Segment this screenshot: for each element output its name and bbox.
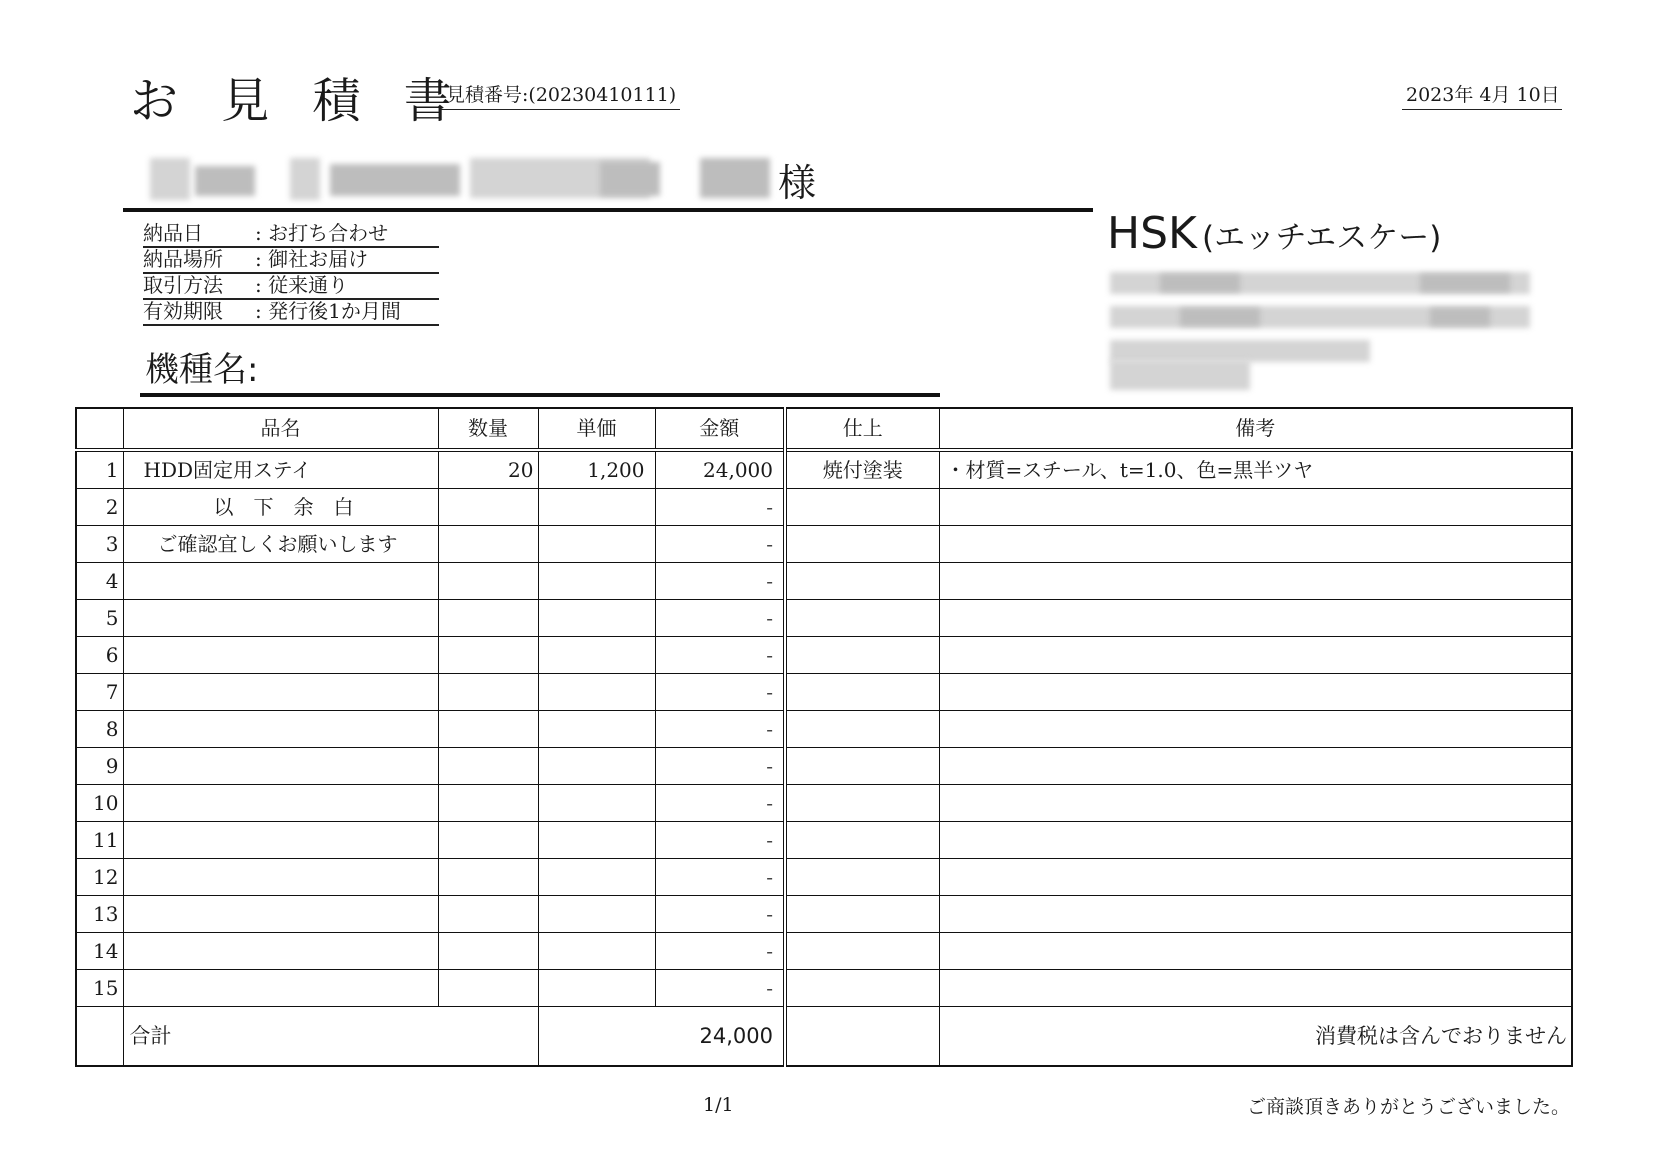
row-number: 1 (76, 450, 123, 489)
item-quantity (438, 526, 538, 563)
estimate-number: 見積番号:(20230410111) (440, 80, 680, 110)
tax-note: 消費税は含んでおりません (939, 1007, 1572, 1067)
item-unit-price (538, 489, 655, 526)
row-number: 6 (76, 637, 123, 674)
item-finish (785, 637, 939, 674)
row-number: 3 (76, 526, 123, 563)
item-name (123, 933, 438, 970)
issue-date: 2023年 4月 10日 (1402, 80, 1562, 110)
table-row (76, 526, 1572, 563)
item-remarks (939, 896, 1572, 933)
item-name: HDD固定用ステイ (123, 450, 438, 489)
item-quantity (438, 600, 538, 637)
item-amount: - (655, 563, 785, 600)
row-number: 13 (76, 896, 123, 933)
item-remarks: ・材質=スチール、t=1.0、色=黒半ツヤ (939, 450, 1572, 489)
term-value: : 従来通り (255, 273, 349, 297)
model-name-label: 機種名: (145, 350, 259, 390)
item-name (123, 896, 438, 933)
item-amount: - (655, 896, 785, 933)
row-number: 2 (76, 489, 123, 526)
table-row (76, 711, 1572, 748)
item-name (123, 711, 438, 748)
item-name (123, 674, 438, 711)
table-row (76, 600, 1572, 637)
item-finish (785, 563, 939, 600)
item-remarks (939, 933, 1572, 970)
item-amount: - (655, 859, 785, 896)
model-underline (140, 393, 940, 397)
item-finish (785, 526, 939, 563)
item-finish (785, 933, 939, 970)
item-remarks (939, 526, 1572, 563)
row-number: 4 (76, 563, 123, 600)
item-amount: - (655, 600, 785, 637)
item-name (123, 563, 438, 600)
item-finish (785, 970, 939, 1007)
item-unit-price (538, 637, 655, 674)
item-remarks (939, 970, 1572, 1007)
table-row (76, 748, 1572, 785)
total-row (76, 1007, 1572, 1067)
item-amount: - (655, 970, 785, 1007)
item-name (123, 748, 438, 785)
header-remarks: 備考 (939, 408, 1572, 450)
header-quantity: 数量 (438, 408, 538, 450)
header-amount: 金額 (655, 408, 785, 450)
item-unit-price (538, 600, 655, 637)
term-value: : 御社お届け (255, 247, 369, 271)
item-amount: - (655, 637, 785, 674)
table-row (76, 970, 1572, 1007)
item-remarks (939, 859, 1572, 896)
item-remarks (939, 674, 1572, 711)
item-remarks (939, 748, 1572, 785)
table-row (76, 822, 1572, 859)
term-delivery-date (143, 222, 439, 248)
term-delivery-place (143, 248, 439, 274)
item-unit-price (538, 785, 655, 822)
terms-block (143, 222, 439, 326)
term-value: : 発行後1か月間 (255, 299, 401, 323)
item-quantity (438, 859, 538, 896)
table-row (76, 674, 1572, 711)
item-amount: - (655, 674, 785, 711)
company-name (1107, 208, 1441, 259)
item-remarks (939, 600, 1572, 637)
item-unit-price (538, 933, 655, 970)
table-header-row (76, 408, 1572, 450)
company-name-main: HSK (1107, 208, 1197, 259)
term-value: : お打ち合わせ (255, 221, 389, 245)
table-row (76, 933, 1572, 970)
row-number: 10 (76, 785, 123, 822)
table-row (76, 859, 1572, 896)
item-name: 以下余白 (123, 489, 438, 526)
table-row (76, 489, 1572, 526)
item-name (123, 822, 438, 859)
item-unit-price (538, 896, 655, 933)
item-remarks (939, 637, 1572, 674)
term-label: 取引方法 (143, 273, 223, 297)
term-label: 納品場所 (143, 247, 223, 271)
estimate-table (75, 407, 1573, 1067)
item-remarks (939, 711, 1572, 748)
item-quantity (438, 896, 538, 933)
item-unit-price (538, 748, 655, 785)
total-amount: 24,000 (538, 1007, 785, 1067)
client-underline (123, 208, 1093, 212)
item-name (123, 637, 438, 674)
item-unit-price (538, 859, 655, 896)
item-name (123, 600, 438, 637)
table-row (76, 785, 1572, 822)
item-unit-price (538, 526, 655, 563)
header-item-name: 品名 (123, 408, 438, 450)
item-unit-price (538, 970, 655, 1007)
row-number: 8 (76, 711, 123, 748)
item-quantity (438, 822, 538, 859)
item-amount: - (655, 748, 785, 785)
item-quantity (438, 748, 538, 785)
item-finish (785, 822, 939, 859)
item-quantity (438, 563, 538, 600)
header-no (76, 408, 123, 450)
row-number: 14 (76, 933, 123, 970)
item-finish (785, 674, 939, 711)
header-unit-price: 単価 (538, 408, 655, 450)
item-finish (785, 859, 939, 896)
item-amount: - (655, 489, 785, 526)
table-row (76, 637, 1572, 674)
item-remarks (939, 563, 1572, 600)
item-amount: - (655, 822, 785, 859)
item-finish (785, 600, 939, 637)
term-label: 納品日 (143, 221, 203, 245)
item-finish (785, 785, 939, 822)
page-number: 1/1 (703, 1094, 734, 1116)
item-name (123, 785, 438, 822)
row-number: 11 (76, 822, 123, 859)
item-quantity (438, 785, 538, 822)
row-number: 7 (76, 674, 123, 711)
document-title: お 見 積 書 (130, 73, 466, 129)
item-amount: - (655, 933, 785, 970)
item-unit-price (538, 674, 655, 711)
item-finish: 焼付塗装 (785, 450, 939, 489)
row-number: 5 (76, 600, 123, 637)
header-finish: 仕上 (785, 408, 939, 450)
thanks-note: ご商談頂きありがとうございました。 (1247, 1096, 1571, 1118)
item-remarks (939, 822, 1572, 859)
row-number: 15 (76, 970, 123, 1007)
table-row (76, 450, 1572, 489)
company-name-reading: (エッチエスケー) (1201, 220, 1442, 256)
term-label: 有効期限 (143, 299, 223, 323)
item-finish (785, 489, 939, 526)
item-finish (785, 896, 939, 933)
row-number: 9 (76, 748, 123, 785)
item-quantity: 20 (438, 450, 538, 489)
item-finish (785, 711, 939, 748)
item-amount: 24,000 (655, 450, 785, 489)
item-quantity (438, 933, 538, 970)
item-unit-price: 1,200 (538, 450, 655, 489)
table-row (76, 896, 1572, 933)
item-finish (785, 748, 939, 785)
total-finish (785, 1007, 939, 1067)
item-remarks (939, 489, 1572, 526)
item-quantity (438, 711, 538, 748)
term-validity (143, 300, 439, 326)
item-quantity (438, 970, 538, 1007)
client-honorific: 様 (778, 161, 817, 205)
item-name: ご確認宜しくお願いします (123, 526, 438, 563)
item-quantity (438, 637, 538, 674)
item-amount: - (655, 785, 785, 822)
total-label: 合計 (123, 1007, 538, 1067)
total-row-no (76, 1007, 123, 1067)
item-amount: - (655, 711, 785, 748)
item-quantity (438, 489, 538, 526)
item-name (123, 859, 438, 896)
row-number: 12 (76, 859, 123, 896)
item-quantity (438, 674, 538, 711)
table-row (76, 563, 1572, 600)
item-name (123, 970, 438, 1007)
item-unit-price (538, 563, 655, 600)
item-unit-price (538, 711, 655, 748)
item-amount: - (655, 526, 785, 563)
item-remarks (939, 785, 1572, 822)
term-payment-method (143, 274, 439, 300)
item-unit-price (538, 822, 655, 859)
